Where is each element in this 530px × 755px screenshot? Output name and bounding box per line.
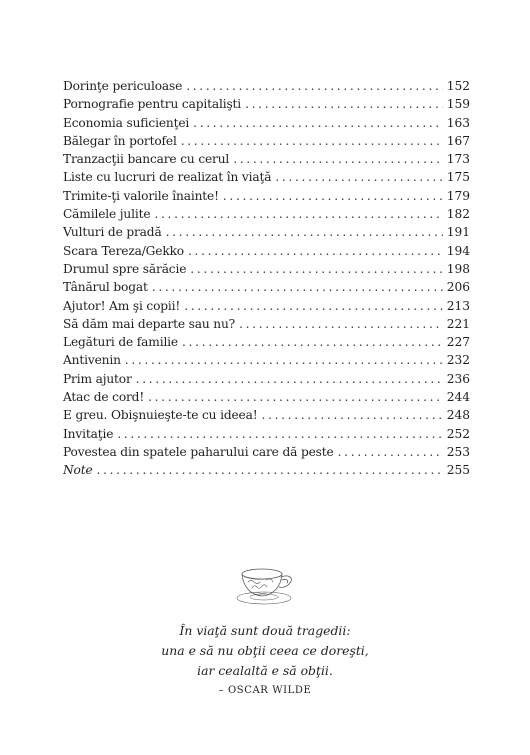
toc-entry-title: Pornografie pentru capitalişti bbox=[63, 97, 242, 112]
toc-leader-dots bbox=[186, 77, 443, 95]
quote-line: una e să nu obţii ceea ce doreşti, bbox=[161, 643, 369, 658]
toc-entry bbox=[63, 150, 470, 168]
toc-entry bbox=[63, 132, 470, 150]
toc-entry-title: Drumul spre sărăcie bbox=[63, 261, 187, 276]
toc-leader-dots bbox=[193, 114, 443, 132]
toc-leader-dots bbox=[261, 406, 442, 424]
toc-entry-page: 236 bbox=[446, 371, 470, 386]
toc-entry-page: 159 bbox=[446, 97, 470, 112]
toc-entry-page: 253 bbox=[446, 444, 470, 459]
toc-leader-dots bbox=[136, 370, 443, 388]
toc-entry-title: Tranzacţii bancare cu cerul bbox=[63, 152, 230, 167]
toc-entry bbox=[63, 351, 470, 369]
toc-leader-dots bbox=[190, 260, 442, 278]
toc-entry-title: Invitaţie bbox=[63, 426, 114, 441]
quote-author: – OSCAR WILDE bbox=[218, 685, 312, 696]
toc-leader-dots bbox=[181, 132, 443, 150]
toc-entry-title: Povestea din spatele paharului care dă peste bbox=[63, 444, 334, 459]
toc-entry-page: 255 bbox=[446, 463, 470, 478]
toc-entry-page: 206 bbox=[446, 280, 470, 295]
toc-entry-page: 182 bbox=[446, 207, 470, 222]
toc-entry-page: 252 bbox=[446, 426, 470, 441]
toc-leader-dots bbox=[338, 443, 443, 461]
toc-leader-dots bbox=[233, 150, 443, 168]
toc-entry-title: Liste cu lucruri de realizat în viaţă bbox=[63, 170, 272, 185]
toc-entry bbox=[63, 187, 470, 205]
toc-entry bbox=[63, 443, 470, 461]
toc-entry-page: 248 bbox=[446, 408, 470, 423]
toc-entry-page: 167 bbox=[446, 133, 470, 148]
toc-entry bbox=[63, 168, 470, 186]
toc-entry-title: Bălegar în portofel bbox=[63, 133, 177, 148]
toc-leader-dots bbox=[184, 297, 443, 315]
toc-entry-title: Cămilele julite bbox=[63, 207, 151, 222]
toc-entry-page: 213 bbox=[446, 298, 470, 313]
toc-leader-dots bbox=[223, 187, 443, 205]
toc-entry-title: Atac de cord! bbox=[63, 390, 145, 405]
toc-entry-page: 227 bbox=[446, 335, 470, 350]
toc-entry bbox=[63, 278, 470, 296]
toc-leader-dots bbox=[148, 388, 443, 406]
toc-entry bbox=[63, 388, 470, 406]
epigraph-quote bbox=[0, 621, 530, 681]
toc-entry-page: 175 bbox=[446, 170, 470, 185]
toc-entry-page: 191 bbox=[446, 225, 470, 240]
toc-entry bbox=[63, 370, 470, 388]
teacup-icon bbox=[236, 562, 296, 608]
toc-entry-title: Ajutor! Am şi copii! bbox=[63, 298, 181, 313]
toc-entry-page: 221 bbox=[446, 316, 470, 331]
toc-leader-dots bbox=[97, 461, 443, 479]
toc-entry bbox=[63, 114, 470, 132]
toc-entry-page: 194 bbox=[446, 243, 470, 258]
toc-leader-dots bbox=[182, 333, 443, 351]
quote-line: iar cealaltă e să obţii. bbox=[197, 663, 333, 678]
toc-entry-page: 179 bbox=[446, 188, 470, 203]
toc-leader-dots bbox=[117, 425, 442, 443]
toc-entry-title: Vulturi de pradă bbox=[63, 225, 162, 240]
toc-leader-dots bbox=[275, 168, 442, 186]
quote-line: În viaţă sunt două tragedii: bbox=[179, 623, 351, 638]
toc-entry-title: Economia suficienţei bbox=[63, 115, 190, 130]
toc-leader-dots bbox=[154, 205, 442, 223]
toc-entry-page: 173 bbox=[446, 152, 470, 167]
toc-entry bbox=[63, 205, 470, 223]
toc-entry bbox=[63, 406, 470, 424]
toc-entry bbox=[63, 425, 470, 443]
toc-entry bbox=[63, 242, 470, 260]
toc-entry-title: Dorinţe periculoase bbox=[63, 79, 183, 93]
toc-leader-dots bbox=[188, 242, 443, 260]
toc-entry-page: 232 bbox=[446, 353, 470, 368]
toc-entry bbox=[63, 297, 470, 315]
toc-leader-dots bbox=[245, 95, 443, 113]
toc-entry-page: 198 bbox=[446, 261, 470, 276]
toc-entry-title: Trimite-ţi valorile înainte! bbox=[63, 188, 219, 203]
toc-entry-title: Note bbox=[63, 463, 93, 478]
toc-entry bbox=[63, 461, 470, 479]
toc-entry-page: 163 bbox=[446, 115, 470, 130]
toc-leader-dots bbox=[152, 278, 443, 296]
toc-entry-page: 152 bbox=[446, 79, 470, 93]
toc-entry-title: Prim ajutor bbox=[63, 371, 132, 386]
toc-entry bbox=[63, 77, 470, 95]
toc-entry-title: Antivenin bbox=[63, 353, 121, 368]
toc-leader-dots bbox=[166, 223, 443, 241]
toc-leader-dots bbox=[239, 315, 443, 333]
toc-entry bbox=[63, 333, 470, 351]
table-of-contents bbox=[63, 77, 470, 480]
toc-entry bbox=[63, 95, 470, 113]
toc-entry-title: E greu. Obişnuieşte-te cu ideea! bbox=[63, 408, 258, 423]
toc-entry bbox=[63, 315, 470, 333]
toc-entry bbox=[63, 260, 470, 278]
toc-entry-title: Să dăm mai departe sau nu? bbox=[63, 316, 236, 331]
toc-entry-title: Scara Tereza/Gekko bbox=[63, 243, 184, 258]
toc-entry-page: 244 bbox=[446, 390, 470, 405]
toc-entry-title: Tânărul bogat bbox=[63, 280, 148, 295]
toc-leader-dots bbox=[125, 351, 443, 369]
toc-entry-title: Legături de familie bbox=[63, 335, 178, 350]
toc-entry bbox=[63, 223, 470, 241]
